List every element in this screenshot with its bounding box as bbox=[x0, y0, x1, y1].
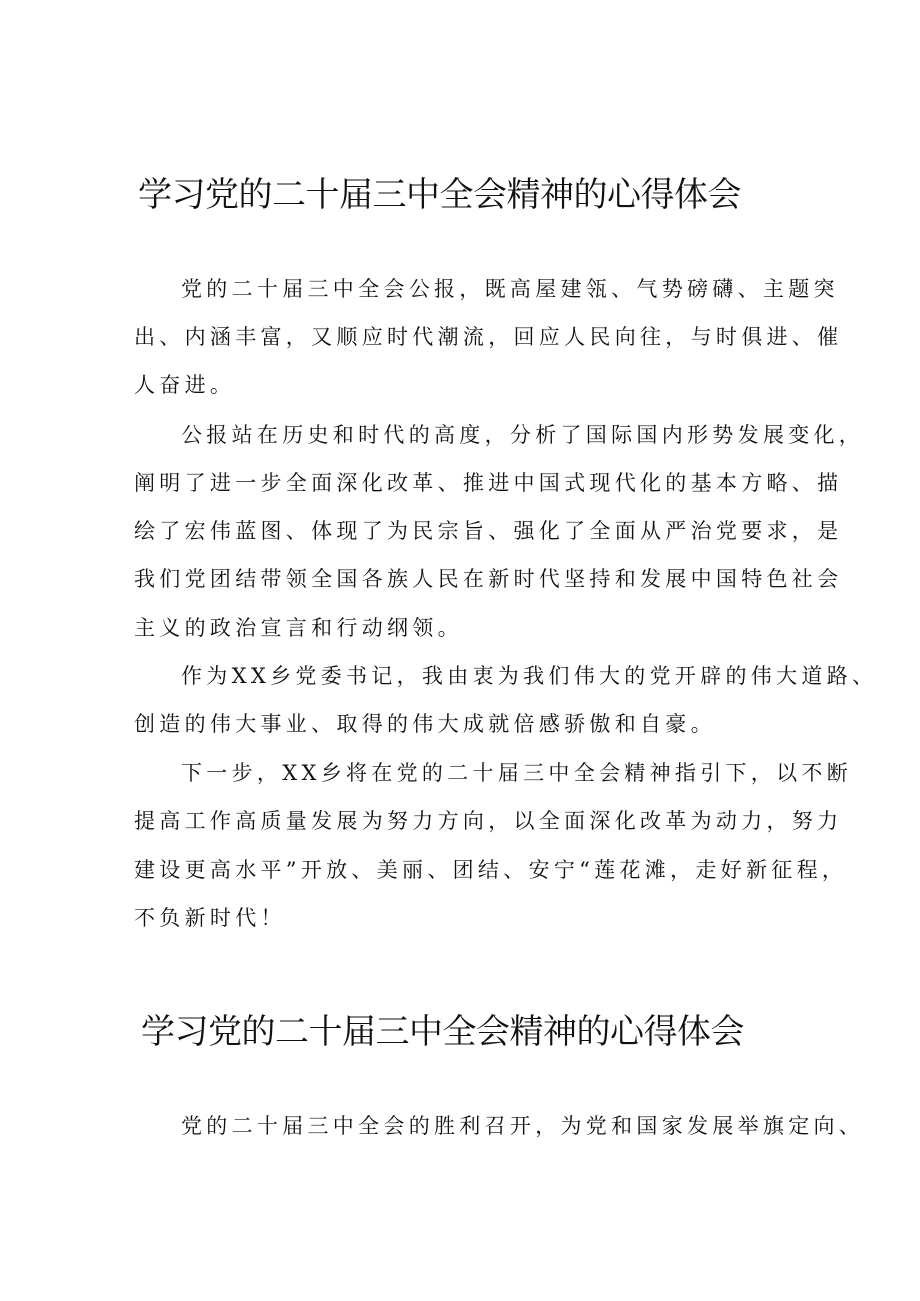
paragraph-line: 公报站在历史和时代的高度，分析了国际国内形势发展变化， bbox=[181, 423, 865, 447]
paragraph-line: 我们党团结带领全国各族人民在新时代坚持和发展中国特色社会 bbox=[134, 567, 843, 591]
paragraph-line: 人奋进。 bbox=[134, 373, 236, 397]
paragraph-line: 出、内涵丰富，又顺应时代潮流，回应人民向往，与时俱进、催 bbox=[134, 325, 843, 349]
paragraph-line: 党的二十届三中全会的胜利召开，为党和国家发展举旗定向、 bbox=[181, 1114, 865, 1138]
article-title-1: 学习党的二十届三中全会精神的心得体会 bbox=[138, 175, 741, 215]
paragraph-line: 阐明了进一步全面深化改革、推进中国式现代化的基本方略、描 bbox=[134, 471, 843, 495]
paragraph-line: 作为XX乡党委书记，我由衷为我们伟大的党开辟的伟大道路、 bbox=[181, 664, 878, 688]
paragraph-line: 建设更高水平”开放、美丽、团结、安宁“莲花滩，走好新征程， bbox=[134, 858, 848, 882]
paragraph-line: 不负新时代！ bbox=[134, 906, 286, 930]
paragraph-line: 党的二十届三中全会公报，既高屋建瓴、气势磅礴、主题突 bbox=[181, 277, 839, 301]
article-title-2: 学习党的二十届三中全会精神的心得体会 bbox=[141, 1012, 744, 1052]
paragraph-line: 提高工作高质量发展为努力方向，以全面深化改革为动力，努力 bbox=[134, 809, 843, 833]
paragraph-line: 绘了宏伟蓝图、体现了为民宗旨、强化了全面从严治党要求，是 bbox=[134, 519, 843, 543]
paragraph-line: 主义的政治宣言和行动纲领。 bbox=[134, 616, 463, 640]
paragraph-line: 下一步，XX乡将在党的二十届三中全会精神指引下，以不断 bbox=[181, 761, 852, 785]
paragraph-line: 创造的伟大事业、取得的伟大成就倍感骄傲和自豪。 bbox=[134, 712, 716, 736]
